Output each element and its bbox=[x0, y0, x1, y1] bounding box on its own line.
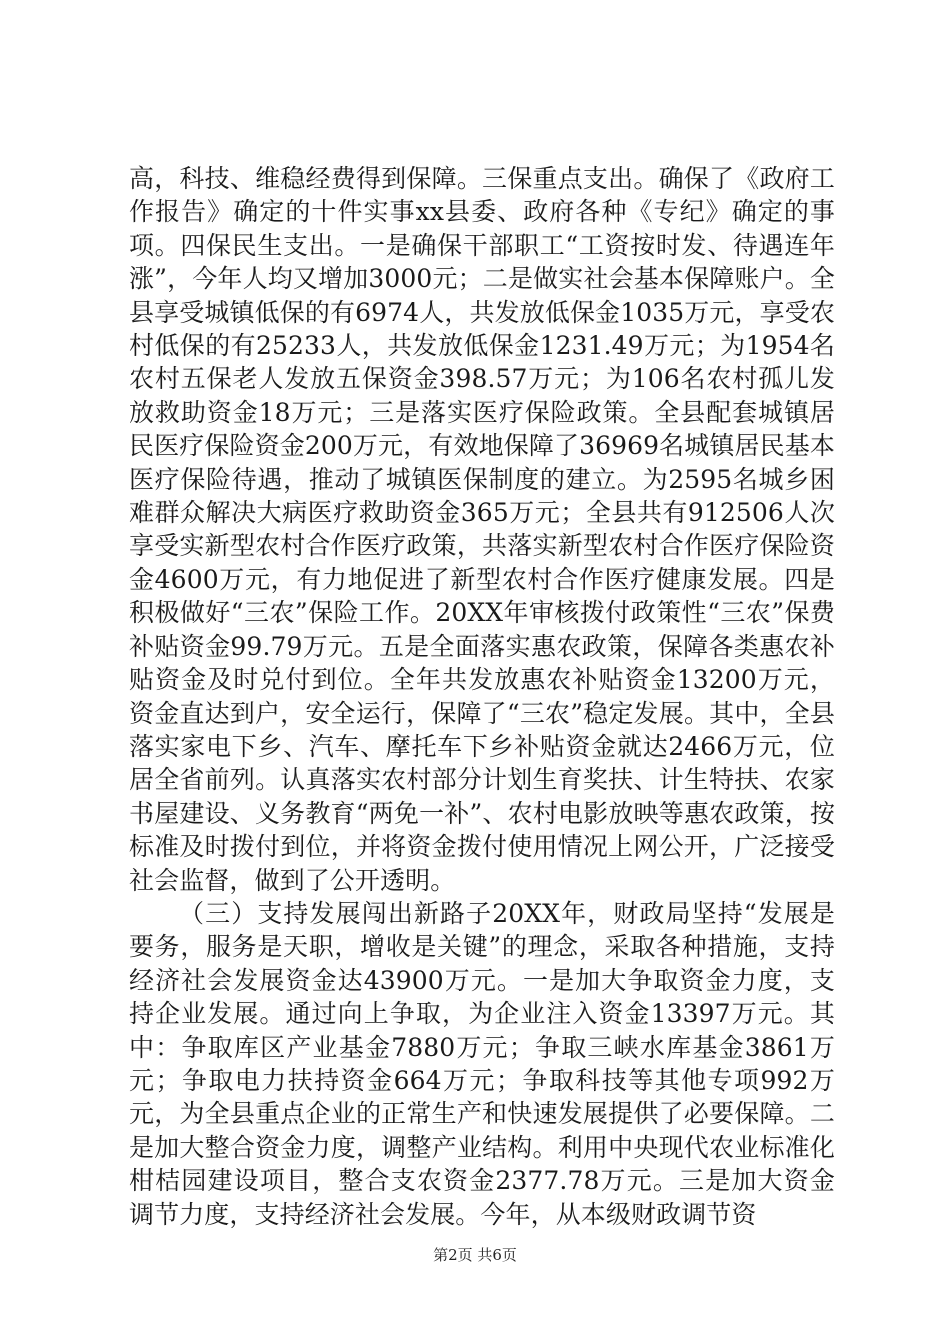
page-number-label: 第2页 共6页 bbox=[433, 1246, 517, 1264]
document-body bbox=[129, 162, 835, 1231]
page-footer bbox=[0, 1245, 950, 1265]
body-paragraph-2: （三）支持发展闯出新路子20XX年，财政局坚持“发展是要务，服务是天职，增收是关键”的理念，采取各种措施，支持经济社会发展资金达43900万元。一是加大争取资金力度，支持企业发展。通过向上争取，为企业注入资金13397万元。其中：争取库区产业基金7880万元；争取三峡水库基金3861万元；争取电力扶持资金664万元；争取科技等其他专项992万元，为全县重点企业的正常生产和快速发展提供了必要保障。二是加大整合资金力度，调整产业结构。利用中央现代农业标准化柑桔园建设项目，整合支农资金2377.78万元。三是加大资金调节力度，支持经济社会发展。今年，从本级财政调节资 bbox=[129, 898, 835, 1229]
body-paragraph-1: 高，科技、维稳经费得到保障。三保重点支出。确保了《政府工作报告》确定的十件实事xx县委、政府各种《专纪》确定的事项。四保民生支出。一是确保干部职工“工资按时发、待遇连年涨”，今年人均又增加3000元；二是做实社会基本保障账户。全县享受城镇低保的有6974人，共发放低保金1035万元，享受农村低保的有25233人，共发放低保金1231.49万元；为1954名农村五保老人发放五保资金398.57万元；为106名农村孤儿发放救助资金18万元；三是落实医疗保险政策。全县配套城镇居民医疗保险资金200万元，有效地保障了36969名城镇居民基本医疗保险待遇，推动了城镇医保制度的建立。为2595名城乡困难群众解决大病医疗救助资金365万元；全县共有912506人次享受实新型农村合作医疗政策，共落实新型农村合作医疗保险资金4600万元，有力地促进了新型农村合作医疗健康发展。四是积极做好“三农”保险工作。20XX年审核拨付政策性“三农”保费补贴资金99.79万元。五是全面落实惠农政策，保障各类惠农补贴资金及时兑付到位。全年共发放惠农补贴资金13200万元，资金直达到户，安全运行，保障了“三农”稳定发展。其中，全县落实家电下乡、汽车、摩托车下乡补贴资金就达2466万元，位居全省前列。认真落实农村部分计划生育奖扶、计生特扶、农家书屋建设、义务教育“两免一补”、农村电影放映等惠农政策，按标准及时拨付到位，并将资金拨付使用情况上网公开，广泛接受社会监督，做到了公开透明。 bbox=[129, 164, 835, 895]
